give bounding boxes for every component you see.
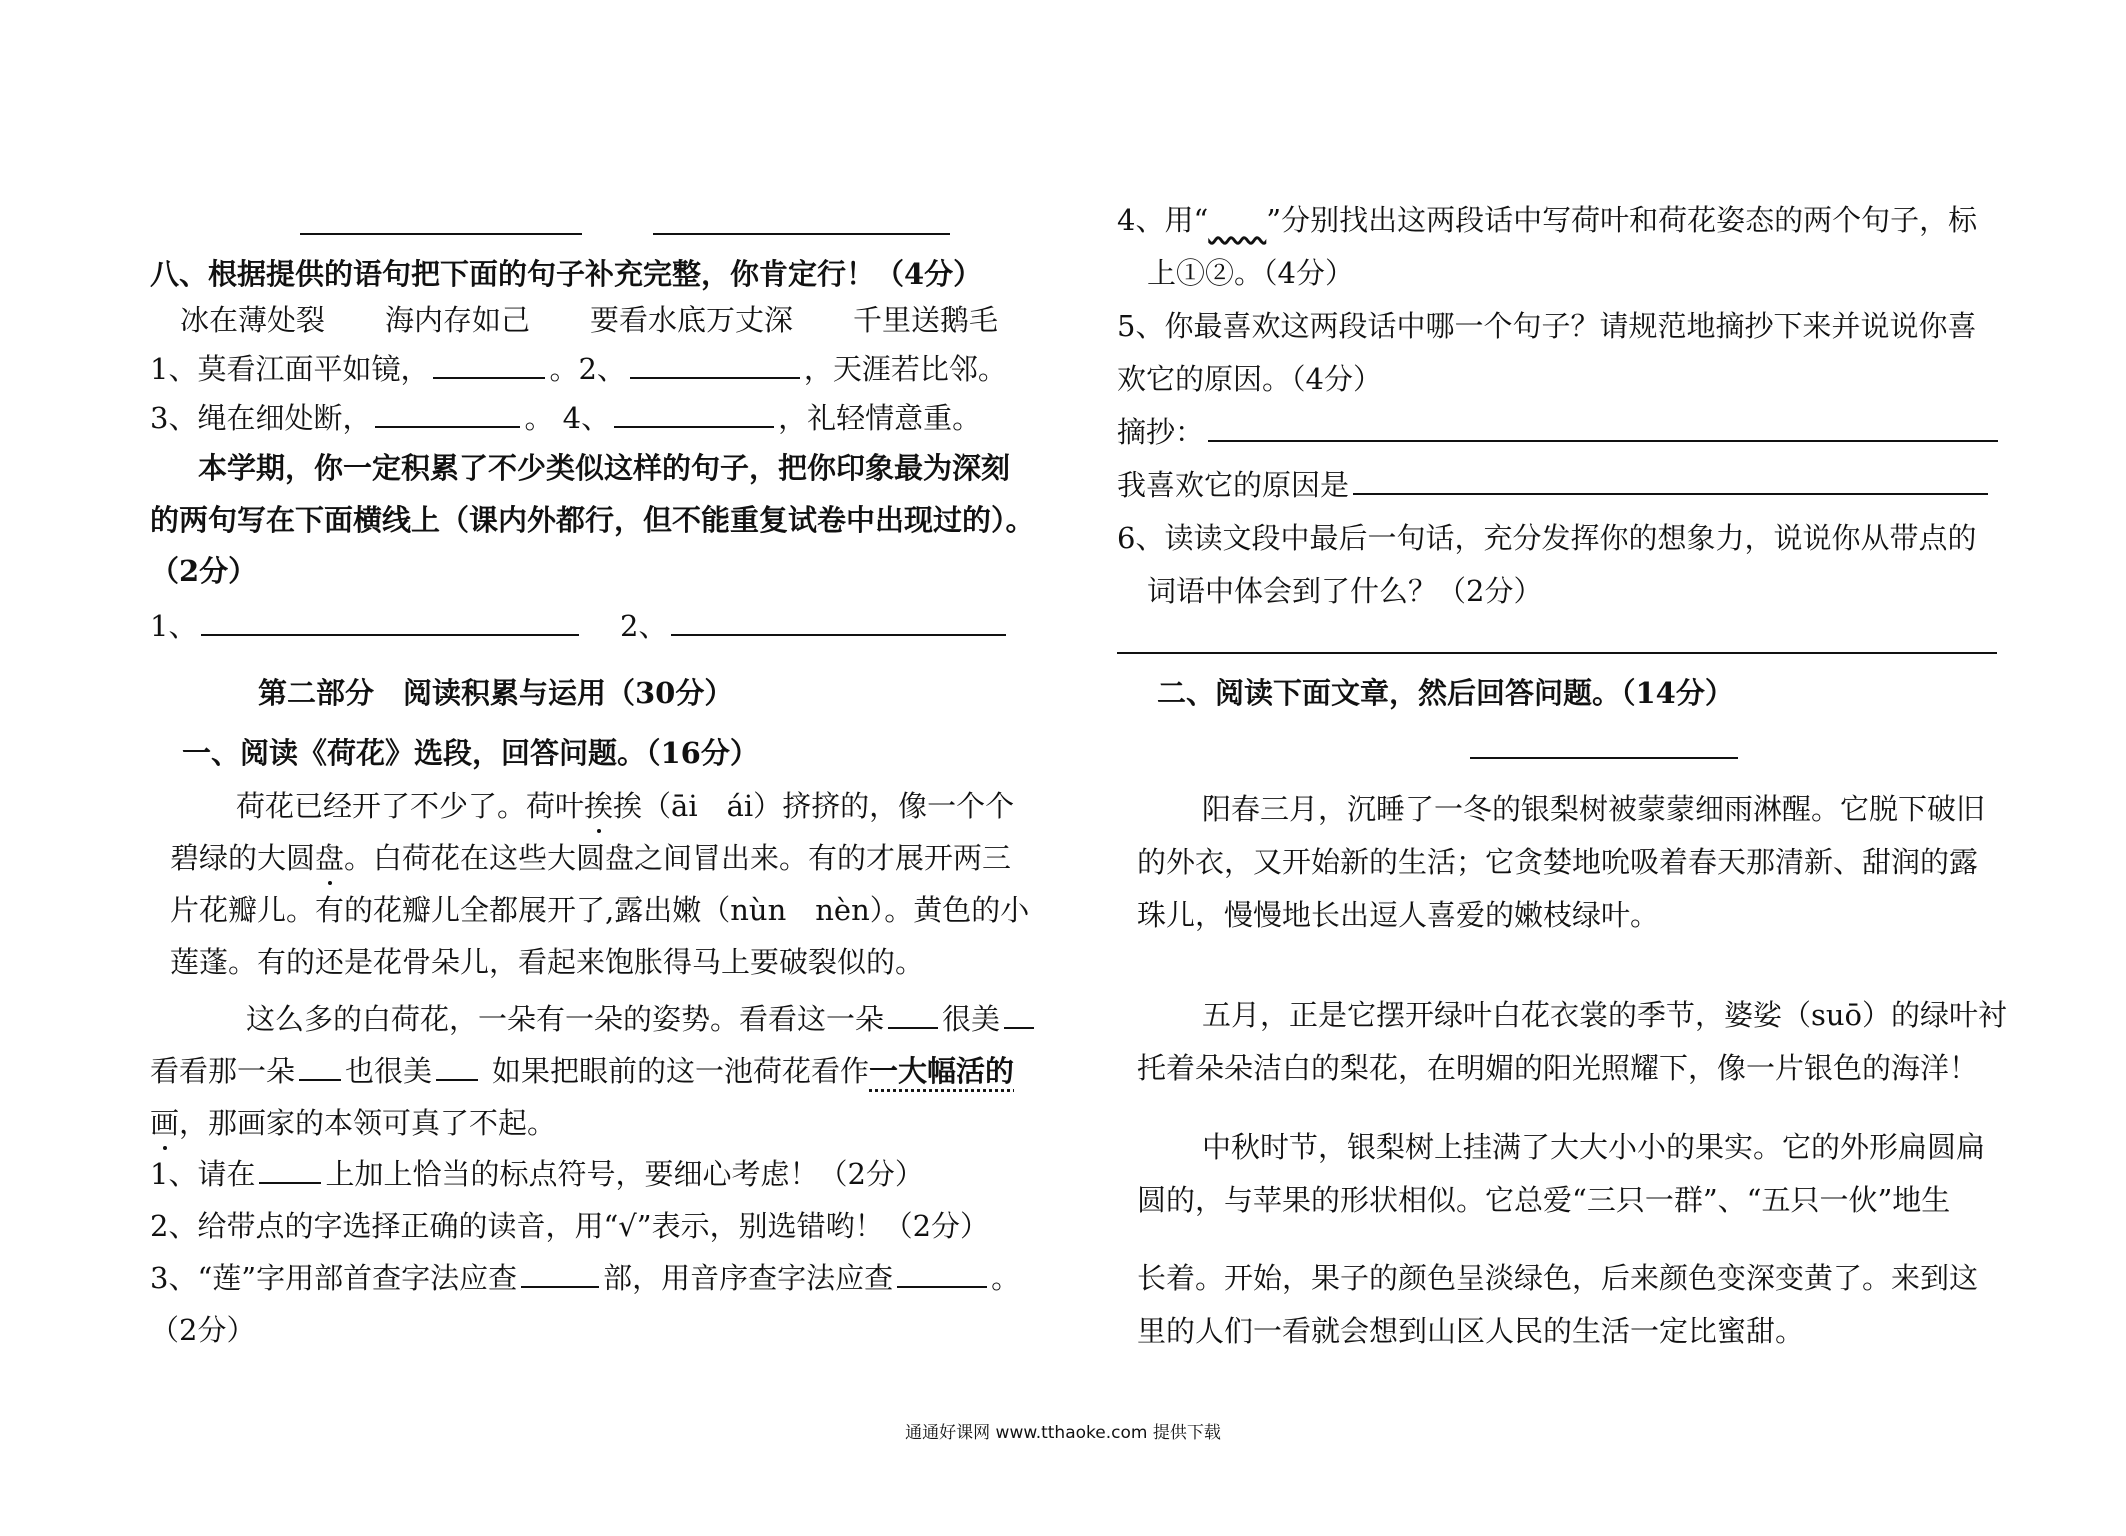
score: （2分） <box>150 1313 256 1347</box>
sentence-options <box>180 300 998 340</box>
accumulation-prompt-2: 的两句写在下面横线上（课内外都行，但不能重复试卷中出现过的）。 <box>150 503 1035 537</box>
reading-1-question-6: 6、读读文段中最后一句话，充分发挥你的想象力，说说你从带点的 <box>1117 521 1977 555</box>
passage-1-line: 碧绿的大圆盘。白荷花在这些大圆盘之间冒出来。有的才展开两三 <box>170 838 1011 878</box>
answer-line <box>300 233 582 235</box>
reading-1-question-5: 5、你最喜欢这两段话中哪一个句子？请规范地摘抄下来并说说你喜 <box>1117 309 1977 343</box>
reading-1-question-1: 1、请在 上加上恰当的标点符号，要细心考虑！（2分） <box>150 1154 924 1194</box>
fill-blank[interactable] <box>259 1154 321 1184</box>
reading-1-title: 一、阅读《荷花》选段，回答问题。（16分） <box>182 736 759 770</box>
article-line: 长着。开始，果子的颜色呈淡绿色，后来颜色变深变黄了。来到这 <box>1137 1261 1979 1295</box>
dotted-character: 盘 <box>315 838 344 878</box>
fill-blank[interactable] <box>1353 465 1988 495</box>
article-line: 阳春三月，沉睡了一冬的银梨树被蒙蒙细雨淋醒。它脱下破旧 <box>1202 792 1986 826</box>
option: 千里送鹅毛 <box>853 303 999 337</box>
article-line: 五月，正是它摆开绿叶白花衣裳的季节，婆娑（suō）的绿叶衬 <box>1202 998 2008 1032</box>
fill-blank[interactable] <box>1004 999 1034 1029</box>
article-line: 中秋时节，银梨树上挂满了大大小小的果实。它的外形扁圆扁 <box>1202 1130 1986 1164</box>
option: 海内存如己 <box>385 303 531 337</box>
accumulation-prompt-1: 本学期，你一定积累了不少类似这样的句子，把你印象最为深刻 <box>198 451 1011 485</box>
article-line: 圆的，与苹果的形状相似。它总爱“三只一群”、“五只一伙”地生 <box>1137 1183 1951 1217</box>
reading-1-question-3: 3、“莲”字用部首查字法应查 部，用音序查字法应查 。 <box>150 1258 1020 1298</box>
passage-1-line: 荷花已经开了不少了。荷叶挨挨（āi ái）挤挤的，像一个个 <box>236 786 1014 826</box>
passage-1-line: 片花瓣儿。有的花瓣儿全都展开了,露出嫩（nùn nèn）。黄色的小 <box>170 893 1030 927</box>
article-line: 珠儿，慢慢地长出逗人喜爱的嫩枝绿叶。 <box>1137 898 1660 932</box>
fill-blank[interactable] <box>375 398 520 428</box>
option: 冰在薄处裂 <box>180 303 326 337</box>
fill-blank[interactable] <box>671 606 1006 636</box>
reading-1-question-2: 2、给带点的字选择正确的读音，用“√”表示，别选错哟！（2分） <box>150 1209 990 1243</box>
wavy-line-mark <box>1208 203 1266 237</box>
copy-sentence-row: 摘抄： <box>1117 412 2002 452</box>
fill-blank[interactable] <box>436 1051 478 1081</box>
reading-1-question-4: 4、用“ ”分别找出这两段话中写荷叶和荷花姿态的两个句子，标 <box>1117 203 1978 237</box>
score: （2分） <box>150 554 258 588</box>
fill-blank[interactable] <box>433 349 545 379</box>
fill-blank[interactable] <box>299 1051 341 1081</box>
fill-blank[interactable] <box>1208 412 1998 442</box>
reading-1-question-6-cont: 词语中体会到了什么？（2分） <box>1147 574 1543 608</box>
fill-blank[interactable] <box>614 398 774 428</box>
fill-blank[interactable] <box>201 606 579 636</box>
fill-blank[interactable] <box>521 1258 599 1288</box>
dotted-character: 挨 <box>584 786 613 826</box>
question-8-title: 八、根据提供的语句把下面的句子补充完整，你肯定行！（4分） <box>150 257 983 291</box>
accumulation-answer-2: 2、 <box>620 606 1010 646</box>
fill-blank[interactable] <box>897 1258 987 1288</box>
passage-2-line: 这么多的白荷花，一朵有一朵的姿势。看看这一朵 很美 <box>246 999 1038 1039</box>
question-8-line-1: 1、莫看江面平如镜， 。2、 ，天涯若比邻。 <box>150 349 1007 389</box>
reading-2-title: 二、阅读下面文章，然后回答问题。（14分） <box>1157 676 1734 710</box>
question-8-line-2: 3、绳在细处断， 。 4、 ，礼轻情意重。 <box>150 398 981 438</box>
dotted-phrase: 一大幅活的 <box>869 1054 1015 1088</box>
fill-blank[interactable] <box>888 999 938 1029</box>
passage-1-line: 莲蓬。有的还是花骨朵儿，看起来饱胀得马上要破裂似的。 <box>170 945 925 979</box>
answer-line <box>653 233 950 235</box>
article-line: 托着朵朵洁白的梨花，在明媚的阳光照耀下，像一片银色的海洋！ <box>1137 1051 1979 1085</box>
part-2-title: 第二部分 阅读积累与运用（30分） <box>258 676 734 710</box>
accumulation-answer-1: 1、 <box>150 606 583 646</box>
footer-text: 通通好课网 www.tthaoke.com 提供下载 <box>905 1423 1221 1443</box>
fill-blank[interactable] <box>630 349 800 379</box>
dotted-character: 画 <box>150 1103 179 1143</box>
right-column <box>1117 0 2007 1536</box>
option: 要看水底万丈深 <box>590 303 794 337</box>
reason-row: 我喜欢它的原因是 <box>1117 465 1992 505</box>
article-line: 里的人们一看就会想到山区人民的生活一定比蜜甜。 <box>1137 1314 1805 1348</box>
reading-1-question-5-cont: 欢它的原因。（4分） <box>1117 362 1382 396</box>
reading-1-question-4-cont: 上①②。（4分） <box>1147 256 1354 290</box>
answer-line[interactable] <box>1117 652 1997 654</box>
passage-2-line: 看看那一朵 也很美 如果把眼前的这一池荷花看作一大幅活的 <box>150 1051 1014 1091</box>
article-line: 的外衣，又开始新的生活；它贪婪地吮吸着春天那清新、甜润的露 <box>1137 845 1979 879</box>
left-column <box>150 0 1035 1536</box>
answer-line <box>1470 757 1738 759</box>
passage-2-line: 画，那画家的本领可真了不起。 <box>150 1103 556 1143</box>
